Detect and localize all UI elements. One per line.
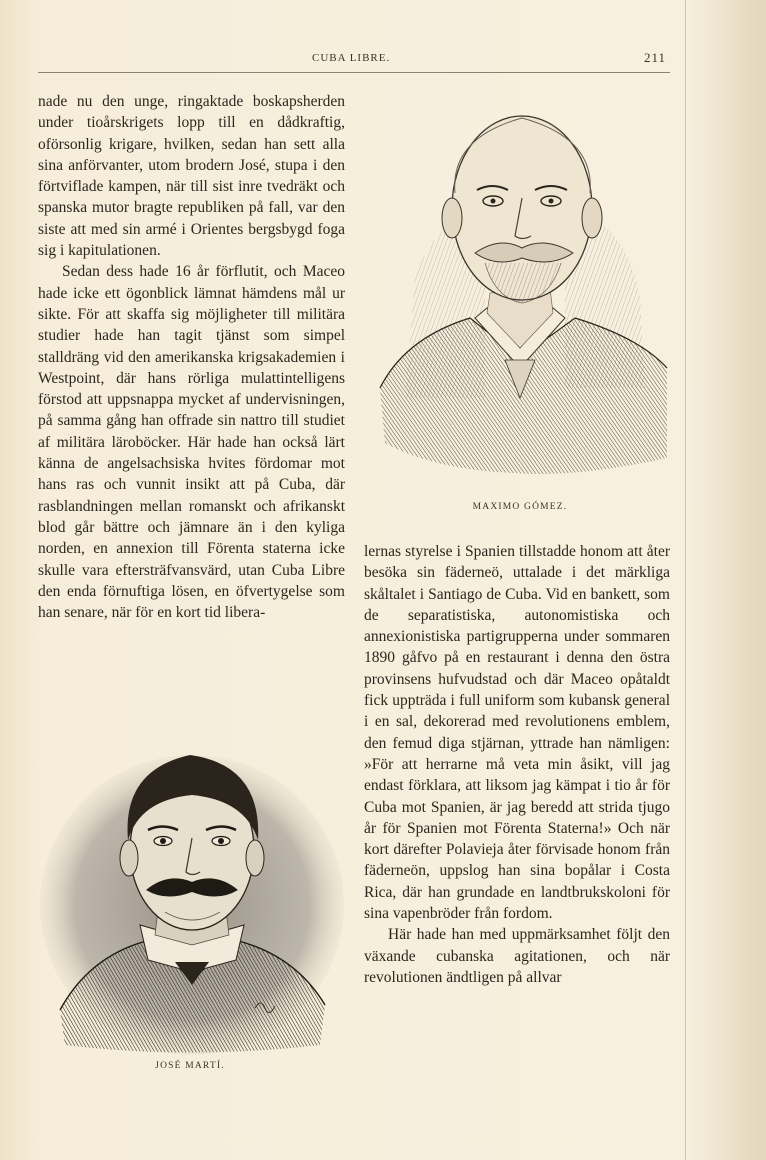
right-text-column — [364, 541, 670, 988]
marti-portrait — [40, 740, 345, 1055]
gomez-portrait — [375, 98, 670, 483]
paragraph: Sedan dess hade 16 år förflutit, och Maceo hade icke ett ögonblick lämnat hämdens mål ur sikte. För att skaffa sig möjligheter till militära studier hade han tagit tjänst som simpel stalldräng vid den amerikanska krigsakademien i Westpoint, där hans rörliga mulattintelligens förstod att uppsnappa mycket af undervisningen, på samma gång han offrade sin nattro till studiet af militära läroböcker. Här hade han också lärt känna de angelsachsiska hvites fördomar mot hans ras och vunnit insikt att på Cuba, där rasblandningen mellan romanskt och afrikanskt blod går bättre och jämnare än i den kyliga norden, en annexion till Förenta staterna icke skulle vara eftersträfvansvärd, utan Cuba Libre den enda förnuftiga lösen, en öfvertygelse som han senare, när för en kort tid libera- — [38, 263, 345, 622]
paragraph: lernas styrelse i Spanien tillstadde honom att åter besöka sin fäderneö, uttalade i det märkliga skåltalet i Santiago de Cuba. Vid en bankett, som de separatistiska, autonomistiska och annexionistiska partigrupperna under sommaren 1890 gåfvo på en restaurant i denna den östra provinsens hufvudstad och där Maceo opåtaldt fick uppträda i full uniform som kubansk general i en sal, dekorerad med revolutionens emblem, den femud diga stjärnan, yttrade han nämligen: »För att herrarne må veta min åsikt, vill jag endast förklara, att liksom jag kämpat i tio år för Cuba mot Spanien, är jag beredd att strida tjugo år för Spanien mot Förenta Staterna!» Och när kort därefter Polavieja åter förvisade honom från fäderneön, uppslog han sina bopålar i Costa Rica, där han grundade en landtbrukskoloni för sina vapenbröder från fordom. — [364, 543, 670, 923]
marti-caption: JOSÉ MARTÍ. — [155, 1061, 225, 1071]
page-edge — [685, 0, 766, 1160]
header-rule — [38, 72, 670, 73]
gomez-caption: MAXIMO GÓMEZ. — [472, 502, 568, 512]
left-text-column — [38, 91, 345, 623]
page-number: 211 — [644, 50, 667, 65]
paragraph: nade nu den unge, ringaktade boskapsherden under tioårskrigets lopp till en dådkraftig, oförsonlig krigare, hvilken, sedan han sett alla sina anförvanter, utom brodern José, stupa i den förtviflade kampen, när till sist inre tvedräkt och spanska mutor bragte republiken på fall, var den siste att med sin armé i Orientes bergsbygd foga sig i kapitulationen. — [38, 93, 345, 260]
running-title: CUBA LIBRE. — [312, 52, 391, 64]
paragraph: Här hade han med uppmärksamhet följt den växande cubanska agitationen, och när revolutionen ändtligen på allvar — [364, 926, 670, 986]
